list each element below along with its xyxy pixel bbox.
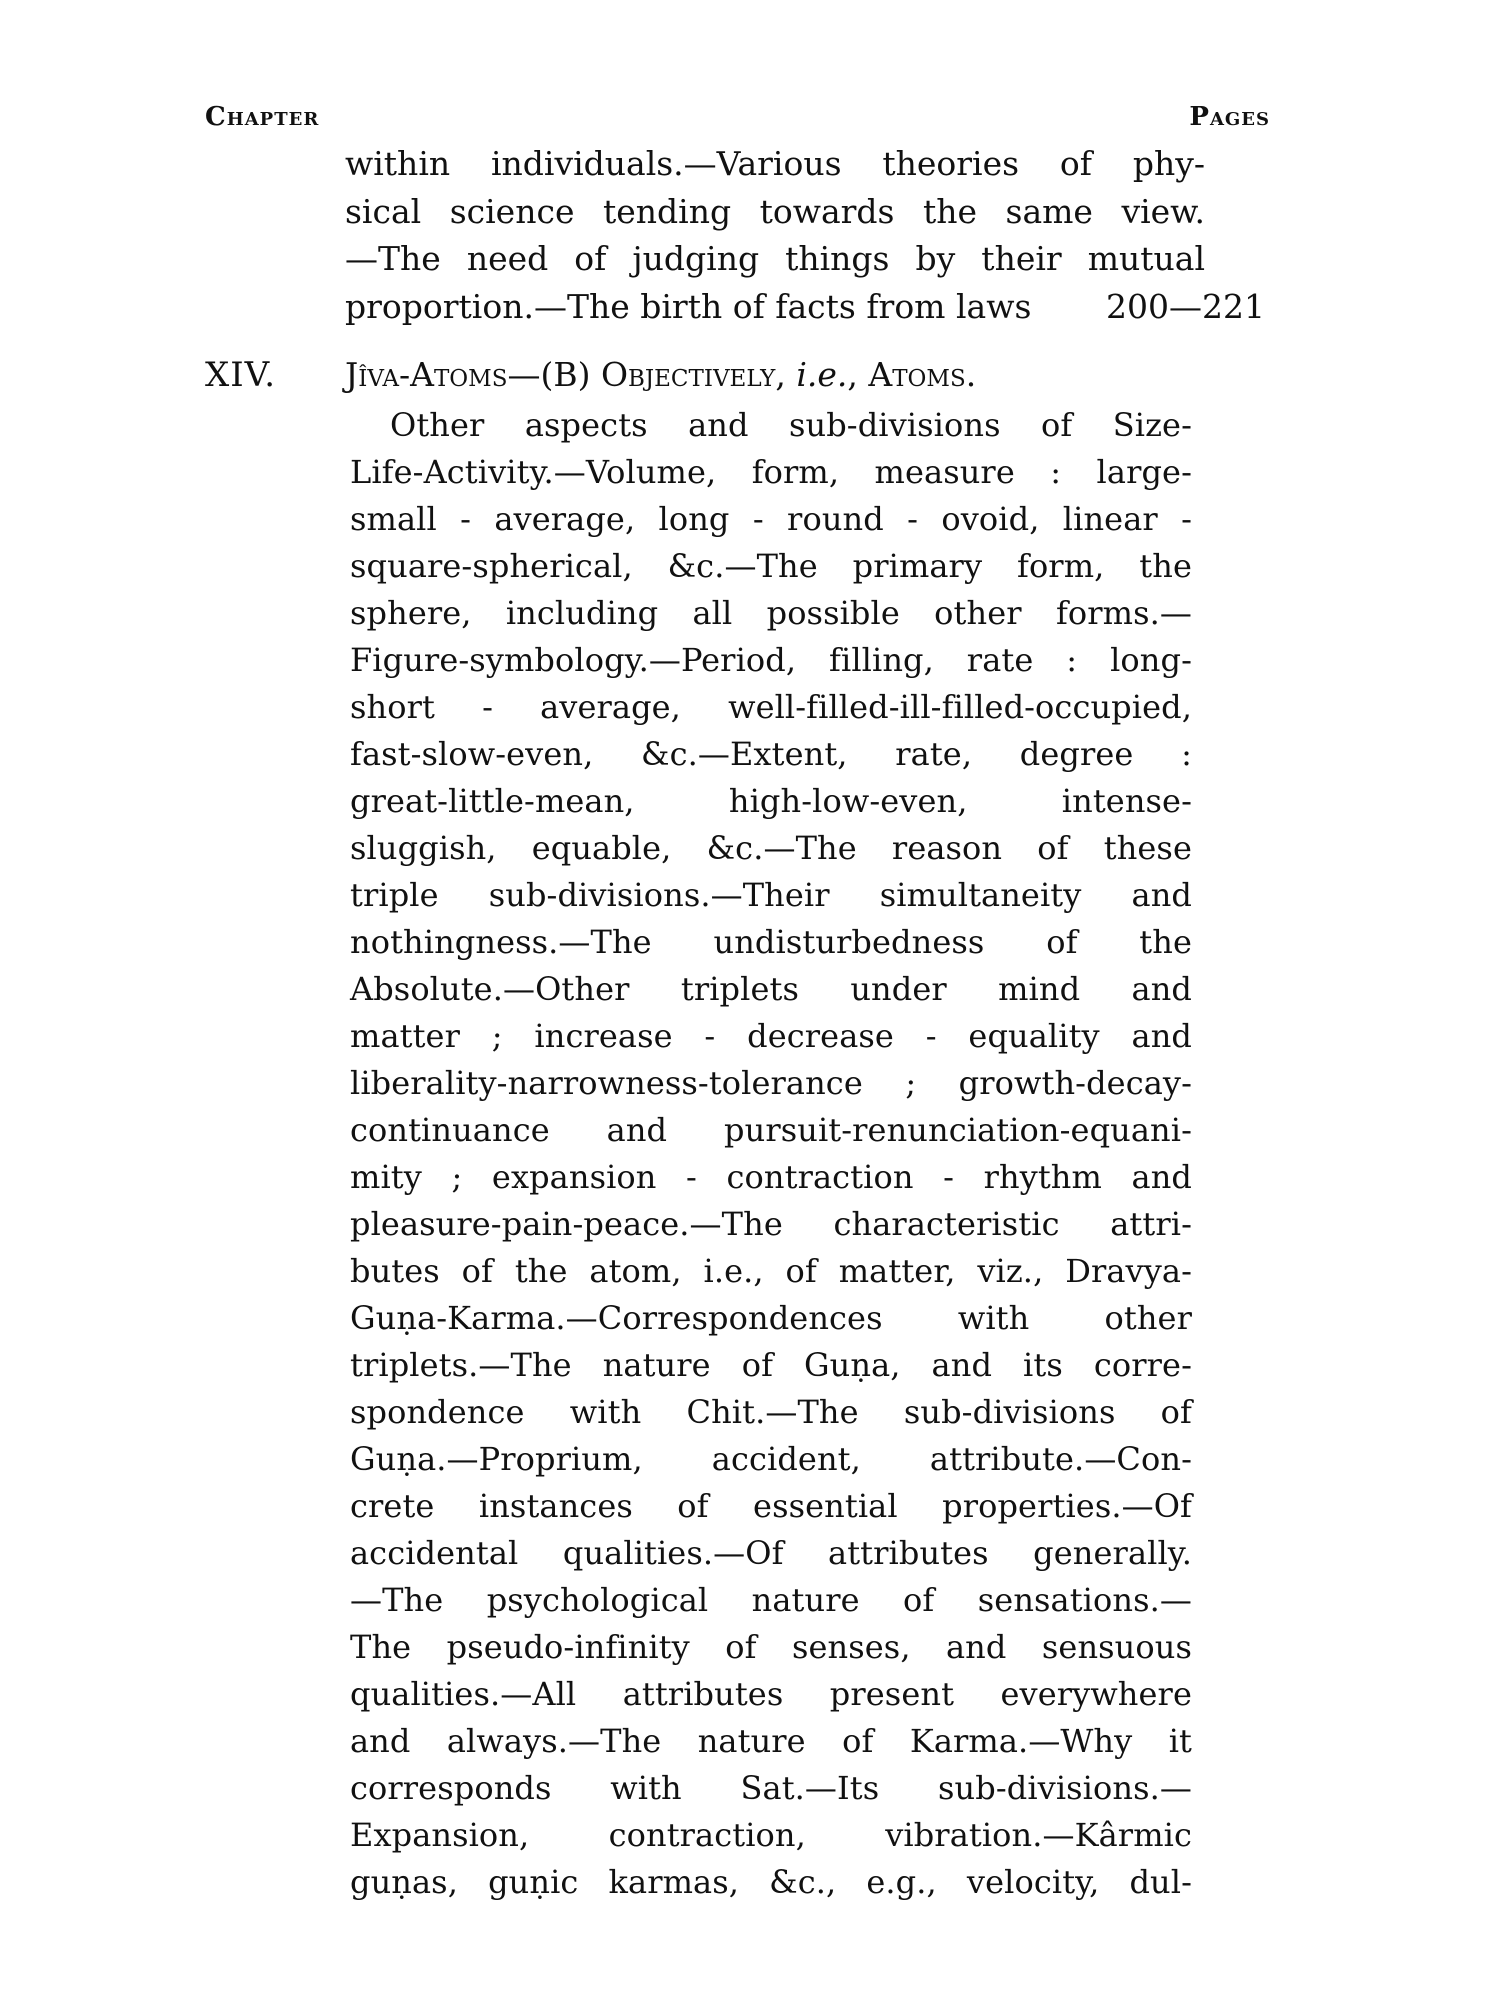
summary-line: Absolute.—Other triplets under mind and (350, 970, 1192, 1008)
continuation-line: within individuals.—Various theories of phy- (345, 144, 1205, 183)
chapter-title-ie: i.e. (796, 355, 848, 394)
summary-line: triple sub-divisions.—Their simultaneity and (350, 876, 1192, 914)
summary-line: Other aspects and sub-divisions of Size- (390, 406, 1192, 444)
summary-line: continuance and pursuit-renunciation-equani- (350, 1111, 1192, 1149)
summary-line: great-little-mean, high-low-even, intense- (350, 782, 1192, 820)
summary-line: nothingness.—The undisturbedness of the (350, 923, 1192, 961)
summary-line: spondence with Chit.—The sub-divisions of (350, 1393, 1192, 1431)
summary-line: pleasure-pain-peace.—The characteristic attri- (350, 1205, 1192, 1243)
summary-line: guṇas, guṇic karmas, &c., e.g., velocity, dul- (350, 1863, 1192, 1901)
continuation-line: sical science tending towards the same view. (345, 191, 1205, 231)
chapter-summary (350, 402, 1192, 1906)
summary-line: qualities.—All attributes present everywhere (350, 1675, 1192, 1713)
summary-line: small - average, long - round - ovoid, linear - (350, 500, 1192, 538)
summary-line: The pseudo-infinity of senses, and sensuous (350, 1628, 1192, 1666)
summary-line: mity ; expansion - contraction - rhythm and (350, 1158, 1192, 1196)
continuation-paragraph (345, 140, 1265, 330)
chapter-number: XIV. (205, 355, 277, 395)
summary-line: sluggish, equable, &c.—The reason of these (350, 829, 1192, 867)
pages-column-header: Pages (1189, 102, 1270, 132)
summary-line: and always.—The nature of Karma.—Why it (350, 1722, 1192, 1760)
summary-line: short - average, well-filled-ill-filled-occupied, (350, 688, 1192, 726)
summary-line: butes of the atom, i.e., of matter, viz., Dravya- (350, 1252, 1192, 1290)
summary-line: Life-Activity.—Volume, form, measure : large- (350, 453, 1192, 491)
summary-line: Expansion, contraction, vibration.—Kârmic (350, 1816, 1192, 1854)
chapter-title (345, 355, 976, 394)
summary-line: Guṇa-Karma.—Correspondences with other (350, 1299, 1192, 1337)
chapter-title-main: Jîva-Atoms—(B) Objectively, (345, 355, 797, 394)
summary-line: accidental qualities.—Of attributes generally. (350, 1534, 1192, 1572)
summary-line: corresponds with Sat.—Its sub-divisions.— (350, 1769, 1192, 1807)
summary-line: square-spherical, &c.—The primary form, the (350, 547, 1192, 585)
continuation-line (345, 283, 1265, 331)
chapter-title-end: , Atoms. (847, 355, 977, 394)
summary-line: triplets.—The nature of Guṇa, and its corre- (350, 1346, 1192, 1384)
summary-line: sphere, including all possible other forms.— (350, 594, 1192, 632)
summary-line: —The psychological nature of sensations.— (350, 1581, 1192, 1619)
summary-line: matter ; increase - decrease - equality and (350, 1017, 1192, 1055)
summary-line: liberality-narrowness-tolerance ; growth-decay- (350, 1064, 1192, 1102)
summary-line: fast-slow-even, &c.—Extent, rate, degree : (350, 735, 1192, 773)
summary-line: crete instances of essential properties.—Of (350, 1487, 1192, 1525)
chapter-column-header: Chapter (205, 102, 320, 132)
summary-line: Guṇa.—Proprium, accident, attribute.—Con- (350, 1440, 1192, 1478)
summary-line: Figure-symbology.—Period, filling, rate : long- (350, 641, 1192, 679)
page-range: 200—221 (1106, 286, 1265, 326)
continuation-line: —The need of judging things by their mutual (345, 239, 1205, 278)
continuation-line-text: proportion.—The birth of facts from laws (345, 286, 1032, 326)
